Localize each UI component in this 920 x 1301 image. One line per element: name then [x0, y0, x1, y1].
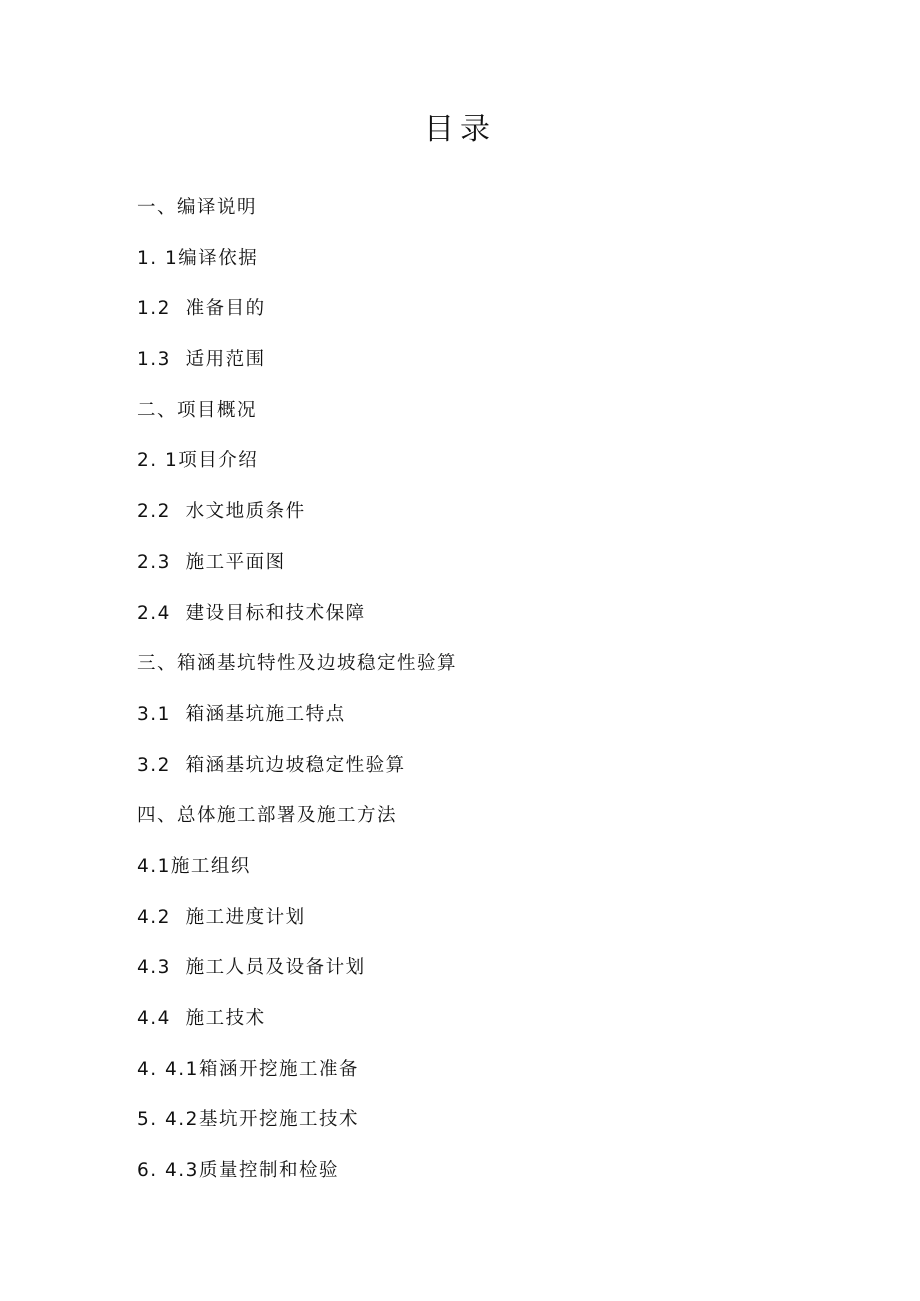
toc-item: 4.1施工组织: [137, 855, 251, 877]
toc-item: 4.3 施工人员及设备计划: [137, 957, 366, 979]
toc-item: 2.2 水文地质条件: [137, 501, 306, 523]
toc-item: 6. 4.3质量控制和检验: [137, 1160, 339, 1182]
toc-item: 2. 1项目介绍: [137, 450, 259, 472]
toc-item: 1.3 适用范围: [137, 349, 266, 371]
toc-item: 三、箱涵基坑特性及边坡稳定性验算: [137, 653, 458, 675]
toc-title: 目录: [424, 112, 496, 147]
toc-item: 3.2 箱涵基坑边坡稳定性验算: [137, 754, 406, 776]
toc-item: 5. 4.2基坑开挖施工技术: [137, 1109, 359, 1131]
toc-item: 2.3 施工平面图: [137, 551, 286, 573]
toc-item: 1.2 准备目的: [137, 298, 266, 320]
toc-list: [137, 190, 457, 1204]
toc-item: 4. 4.1箱涵开挖施工准备: [137, 1058, 359, 1080]
toc-item: 二、项目概况: [137, 399, 258, 421]
toc-item: 2.4 建设目标和技术保障: [137, 602, 366, 624]
toc-item: 四、总体施工部署及施工方法: [137, 805, 398, 827]
toc-item: 4.2 施工进度计划: [137, 906, 306, 928]
toc-item: 3.1 箱涵基坑施工特点: [137, 703, 346, 725]
toc-item: 1. 1编译依据: [137, 247, 259, 269]
toc-item: 4.4 施工技术: [137, 1008, 266, 1029]
toc-item: 一、编译说明: [137, 197, 258, 218]
